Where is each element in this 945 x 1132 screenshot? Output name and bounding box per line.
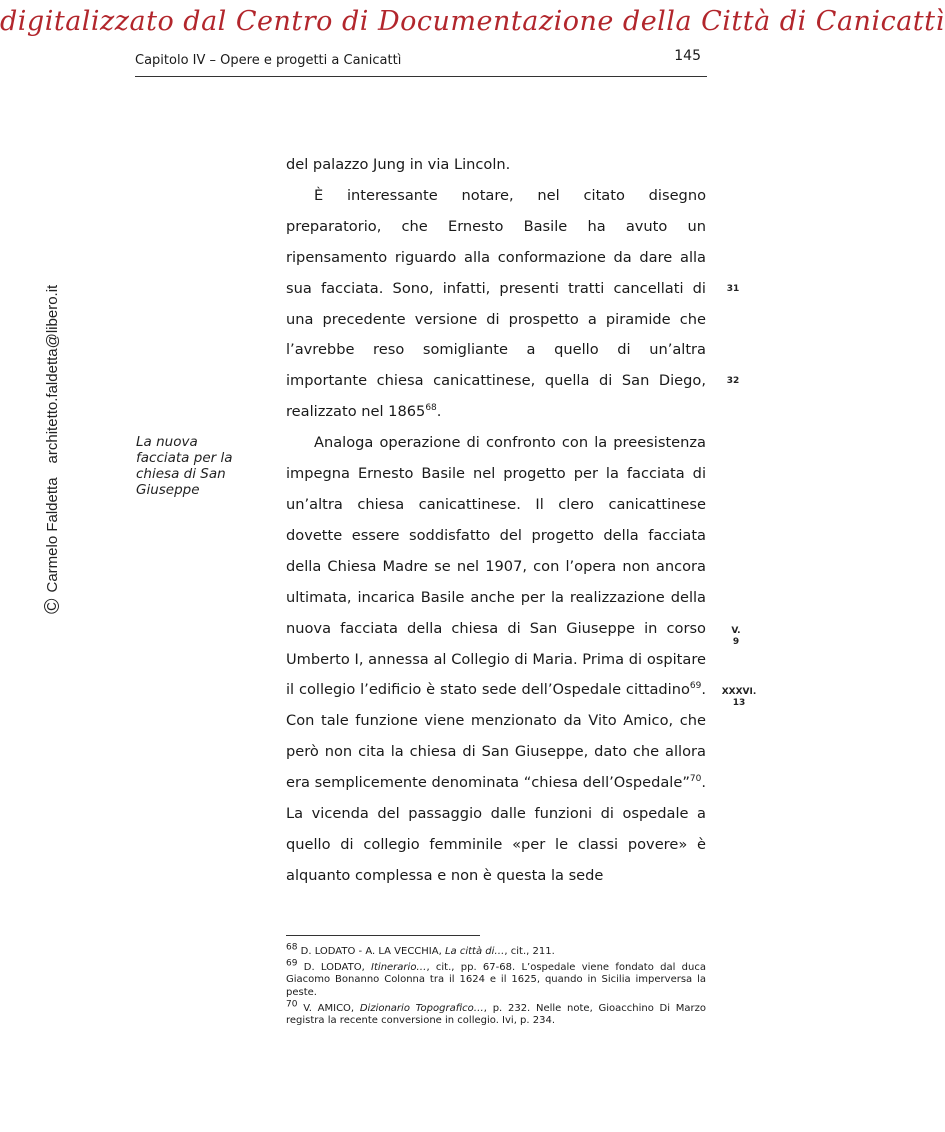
- body-text: [286, 150, 706, 892]
- author-email: architetto.faldetta@libero.it: [44, 284, 61, 464]
- chapter-title: Capitolo IV – Opere e progetti a Canicattì: [135, 53, 402, 68]
- figure-ref-31: 31: [726, 284, 740, 294]
- footnote-69: $^{69}$ D. LODATO, Itinerario…, cit., pp. 67-68. L’ospedale viene fondato dal duca Giacomo Bonanno Colonna tra il 1624 e il 1625, quando in Sicilia imperversa la peste.: [286, 958, 706, 998]
- figure-ref-v9: V. 9: [731, 626, 741, 647]
- footnote-ref-70: 70: [689, 774, 702, 785]
- paragraph-2: È interessante notare, nel citato disegno preparatorio, che Ernesto Basile ha avuto un ripensamento riguardo alla conformazione da dare alla sua facciata. Sono, infatti, presenti tratti cancellati di una precedente versione di prospetto a piramide che l’avrebbe reso somigliante a quello di un’altra importante chiesa canicattinese, quella di San Diego, realizzato nel 1865$^{68}$.: [286, 186, 706, 421]
- paragraph-1: del palazzo Jung in via Lincoln.: [286, 156, 511, 173]
- footnote-70: $^{70}$ V. AMICO, Dizionario Topografico…, p. 232. Nelle note, Gioacchino Di Marzo registra la recente conversione in collegio. Ivi, p. 234.: [286, 999, 706, 1027]
- side-credit: [42, 285, 63, 614]
- figure-ref-32: 32: [726, 376, 740, 386]
- margin-note: La nuova facciata per la chiesa di San Giuseppe: [136, 434, 233, 498]
- figure-ref-xxxvi13: XXXVI. 13: [721, 687, 757, 708]
- footnote-68: $^{68}$ D. LODATO - A. LA VECCHIA, La città di…, cit., 211.: [286, 942, 555, 957]
- copyright-icon: ©: [41, 598, 64, 614]
- footnote-ref-69: 69: [689, 681, 702, 692]
- author-name: Carmelo Faldetta: [44, 477, 61, 593]
- footnotes: [286, 942, 706, 1031]
- page-number: 145: [674, 48, 701, 64]
- watermark-title: digitalizzato dal Centro di Documentazione della Città di Canicattì: [0, 6, 945, 37]
- footnote-divider: [286, 935, 480, 936]
- footnote-ref-68: 68: [425, 403, 437, 414]
- paragraph-3: Analoga operazione di confronto con la preesistenza impegna Ernesto Basile nel progetto per la facciata di un’altra chiesa canicattinese. Il clero canicattinese dovette essere soddisfatto del progetto della facciata della Chiesa Madre se nel 1907, con l’opera non ancora ultimata, incarica Basile anche per la realizzazione della nuova facciata della chiesa di San Giuseppe in corso Umberto I, annessa al Collegio di Maria. Prima di ospitare il collegio l’edificio è stato sede dell’Ospedale cittadino$^{69}$. Con tale funzione viene menzionato da Vito Amico, che però non cita la chiesa di San Giuseppe, dato che allora era semplicemente denominata “chiesa dell’Ospedale”$^{70}$. La vicenda del passaggio dalle funzioni di ospedale a quello di collegio femminile «per le classi povere» è alquanto complessa e non è questa la sede: [286, 434, 706, 884]
- page-header: [135, 48, 707, 77]
